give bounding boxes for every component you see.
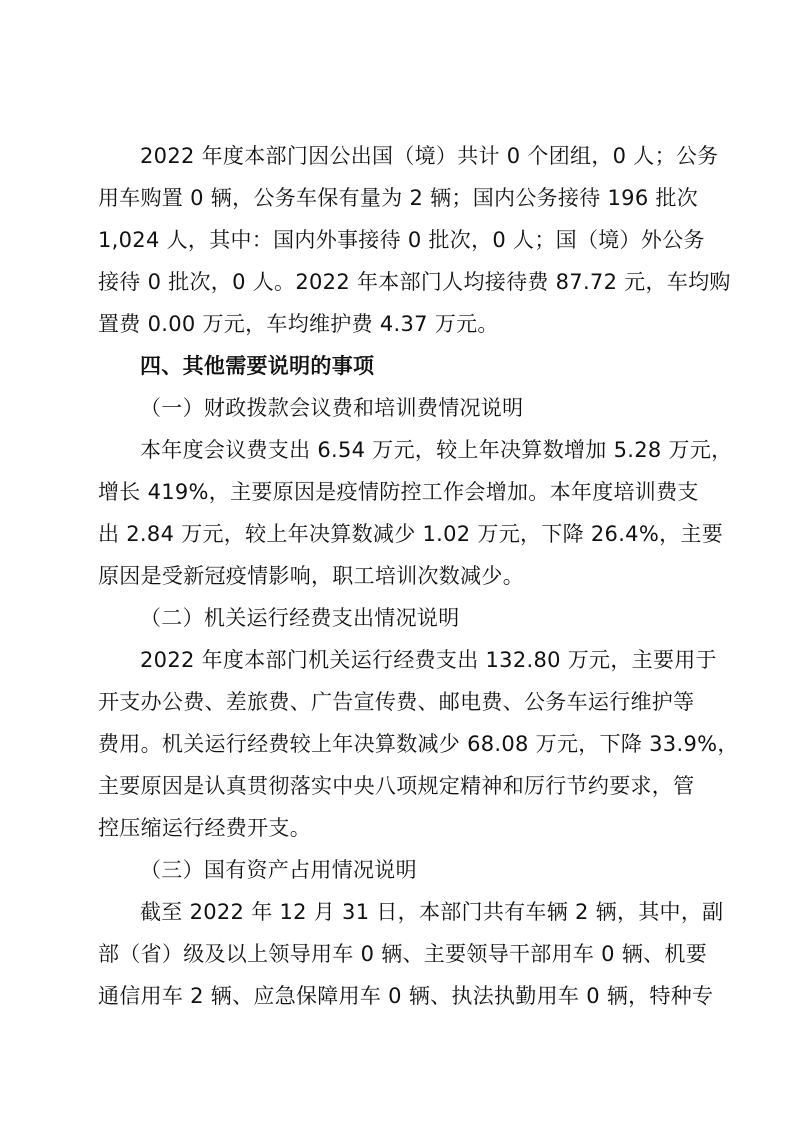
paragraph-line: 部（省）级及以上领导用车 0 辆、主要领导干部用车 0 辆、机要 bbox=[98, 942, 708, 966]
paragraph-line: 1,024 人，其中：国内外事接待 0 批次，0 人；国（境）外公务 bbox=[98, 228, 705, 252]
paragraph-line: 用车购置 0 辆，公务车保有量为 2 辆；国内公务接待 196 批次 bbox=[98, 186, 699, 210]
paragraph-line: 控压缩运行经费开支。 bbox=[98, 816, 311, 840]
paragraph-line: 2022 年度本部门机关运行经费支出 132.80 万元，主要用于 bbox=[140, 648, 717, 672]
paragraph-line: 费用。机关运行经费较上年决算数减少 68.08 万元，下降 33.9%， bbox=[98, 732, 739, 756]
paragraph-line: 开支办公费、差旅费、广告宣传费、邮电费、公务车运行维护等 bbox=[98, 690, 695, 714]
paragraph-line: 增长 419%，主要原因是疫情防控工作会增加。本年度培训费支 bbox=[98, 480, 699, 504]
paragraph-line: 接待 0 批次，0 人。2022 年本部门人均接待费 87.72 元，车均购 bbox=[98, 270, 731, 294]
paragraph-line: 通信用车 2 辆、应急保障用车 0 辆、执法执勤用车 0 辆，特种专 bbox=[98, 984, 714, 1008]
paragraph-line: 置费 0.00 万元，车均维护费 4.37 万元。 bbox=[98, 312, 499, 336]
paragraph-line: 本年度会议费支出 6.54 万元，较上年决算数增加 5.28 万元， bbox=[140, 438, 733, 462]
paragraph-line: 原因是受新冠疫情影响，职工培训次数减少。 bbox=[98, 564, 524, 588]
subsection-heading: （二）机关运行经费支出情况说明 bbox=[140, 606, 460, 630]
paragraph-line: 出 2.84 万元，较上年决算数减少 1.02 万元，下降 26.4%，主要 bbox=[98, 522, 724, 546]
subsection-heading: （一）财政拨款会议费和培训费情况说明 bbox=[140, 396, 524, 420]
paragraph-line: 主要原因是认真贯彻落实中央八项规定精神和厉行节约要求，管 bbox=[98, 774, 695, 798]
subsection-heading: （三）国有资产占用情况说明 bbox=[140, 858, 417, 882]
paragraph-line: 截至 2022 年 12 月 31 日，本部门共有车辆 2 辆，其中，副 bbox=[140, 900, 724, 924]
paragraph-line: 2022 年度本部门因公出国（境）共计 0 个团组，0 人；公务 bbox=[140, 144, 719, 168]
section-heading: 四、其他需要说明的事项 bbox=[140, 354, 375, 378]
